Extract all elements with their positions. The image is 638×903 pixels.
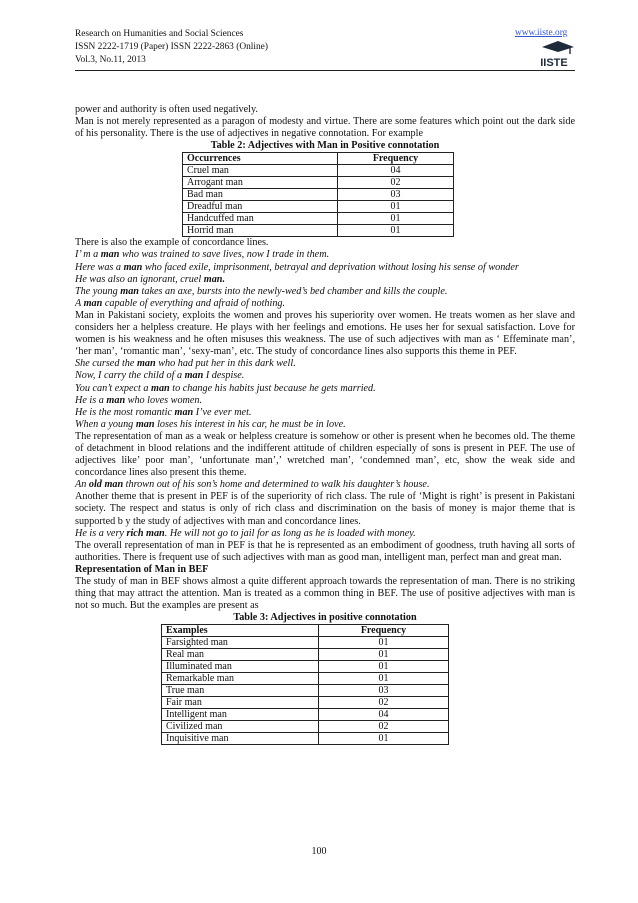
table-cell-adjective: True man [162,685,319,697]
table-cell-adjective: Handcuffed man [183,213,338,225]
quote-text: loses his interest in his car, he must be in love. [154,418,346,430]
concordance-line [75,274,575,286]
quote-text: He was also an ignorant, cruel [75,273,204,285]
paragraph: The study of man in BEF shows almost a quite different approach towards the representation of man. There is no striking thing that may attract the attention. Man is treated as a common thing in BEF. The use of positive adjectives with man is not so much. But the examples are present as [75,576,575,612]
concordance-line [75,358,575,370]
paragraph: power and authority is often used negatively. [75,104,258,115]
table-cell-frequency: 04 [338,165,454,177]
concordance-lines-2 [75,358,575,431]
table-cell-frequency: 03 [319,685,449,697]
quote-keyword: man [184,370,204,382]
quote-text: Now, I carry the child of a [75,370,185,382]
table-cell-adjective: Remarkable man [162,673,319,685]
paragraph: The overall representation of man in PEF is that he is represented as an embodiment of goodness, truth having all sorts of authorities. There is frequent use of such adjectives with man as good man, intelligent man, perfect man and great man. [75,539,575,563]
table-cell-adjective: Inquisitive man [162,733,319,745]
table-cell-frequency: 02 [319,721,449,733]
table-cell-frequency: 02 [338,177,454,189]
section-heading: Representation of Man in BEF [75,563,209,575]
quote-text: who was trained to save lives, now I trade in them. [119,249,330,261]
concordance-line [75,407,575,419]
table-cell-adjective: Illuminated man [162,661,319,673]
quote-text: I’ m a [75,249,101,261]
quote-text: An [75,479,89,491]
journal-name: Research on Humanities and Social Sciences [75,29,244,39]
paragraph: Man is not merely represented as a paragon of modesty and virtue. There are some features which point out the dark side of his personality. There is the use of adjectives in negative connotation. For example [75,116,575,140]
table-header-cell: Occurrences [183,153,338,165]
table-row [162,697,449,709]
quote-text: He is the most romantic [75,406,175,418]
quote-text: A [75,297,84,309]
quote-text: . He will not go to jail for as long as he is loaded with money. [164,527,416,539]
volume-line: Vol.3, No.11, 2013 [75,55,146,65]
running-header [75,28,268,67]
table-cell-frequency: 01 [319,649,449,661]
page-number: 100 [311,846,327,857]
quote-text: who faced exile, imprisonment, betrayal and deprivation without losing his sense of wonder [142,261,519,273]
table-row [162,649,449,661]
concordance-line [75,286,575,298]
header-divider [75,70,575,71]
table-header-cell: Frequency [338,153,454,165]
table-cell-adjective: Farsighted man [162,637,319,649]
table-header-row [162,625,449,637]
concordance-line [75,528,575,540]
table-row [162,637,449,649]
table-cell-adjective: Intelligent man [162,709,319,721]
table-row [183,201,454,213]
concordance-line [75,262,575,274]
table-cell-adjective: Horrid man [183,225,338,237]
paragraph: Another theme that is present in PEF is of the superiority of rich class. The rule of ‘Might is right’ is present in Pakistani society. The respect and status is only of rich class and discrimination on the basis of money is major theme that is supported b y the study of adjectives with man and concordance lines. [75,491,575,527]
table-cell-adjective: Civilized man [162,721,319,733]
quote-keyword: old man [88,479,124,491]
quote-keyword: man [151,382,170,394]
table-row [162,661,449,673]
quote-text: You can’t expect a [75,382,152,394]
quote-keyword: man [106,394,126,406]
table-cell-frequency: 01 [319,637,449,649]
table-header-cell: Examples [162,625,319,637]
table-row [162,709,449,721]
quote-text: who had put her in this dark well. [155,358,296,370]
table-row [162,685,449,697]
quote-text: He is a [75,394,107,406]
table-cell-frequency: 03 [338,189,454,201]
table-row [162,673,449,685]
table-cell-adjective: Dreadful man [183,201,338,213]
table-row [183,177,454,189]
quote-keyword: man [100,249,120,261]
table-cell-frequency: 04 [319,709,449,721]
table-row [183,225,454,237]
table-cell-frequency: 01 [319,673,449,685]
table-cell-adjective: Cruel man [183,165,338,177]
table-cell-frequency: 01 [338,201,454,213]
table-cell-adjective: Arrogant man [183,177,338,189]
table-3 [161,624,449,745]
table-row [162,733,449,745]
table-2-caption: Table 2: Adjectives with Man in Positive connotation [210,140,440,152]
table-header-cell: Frequency [319,625,449,637]
concordance-line [75,419,575,431]
quote-text: She cursed the [75,358,137,370]
quote-keyword: man [135,418,155,430]
quote-text: He is a very [75,527,127,539]
quote-keyword: man. [203,273,225,285]
quote-text: capable of everything and afraid of nothing. [102,297,286,309]
quote-text: I despise. [203,370,245,382]
concordance-line [75,395,575,407]
quote-text: thrown out of his son’s home and determined to walk his daughter’s house. [123,479,430,491]
issn-line: ISSN 2222-1719 (Paper) ISSN 2222-2863 (Online) [75,42,268,52]
quote-text: to change his habits just because he gets married. [169,382,376,394]
concordance-lines-1 [75,249,575,309]
table-cell-frequency: 01 [319,661,449,673]
table-row [183,213,454,225]
logo-text: IISTE [540,57,568,69]
table-row [183,189,454,201]
quote-text: I’ve ever met. [193,406,252,418]
quote-keyword: man [123,261,143,273]
table-cell-adjective: Fair man [162,697,319,709]
quote-text: When a young [75,418,136,430]
journal-url-link[interactable]: www.iiste.org [515,28,568,38]
concordance-line [75,383,575,395]
quote-keyword: man [120,285,139,297]
paragraph: The representation of man as a weak or helpless creature is somehow or other is present when he becomes old. The theme of detachment in blood relations and the indifferent attitude of children especially of sons is present in PEF. The use of adjectives like’ poor man’, ‘unfortunate man’,’ wretched man’, ‘condemned man’, etc, show the weak side and concordance lines also present this theme. [75,430,575,479]
article-body [75,104,575,745]
table-row [183,165,454,177]
quote-text: takes an axe, bursts into the newly-wed’s bed chamber and kills the couple. [138,285,448,297]
logo-graduation-cap-icon [542,41,574,54]
quote-keyword: rich man [126,527,165,539]
quote-keyword: man [174,406,194,418]
table-header-row [183,153,454,165]
table-3-caption: Table 3: Adjectives in positive connotation [233,612,417,624]
quote-keyword: man [83,297,103,309]
paragraph: Man in Pakistani society, exploits the women and proves his superiority over women. He treats women as her slave and considers her a helpless creature. He plays with her feelings and emotions. He uses her for sexual satisfaction. Love for women is his weakness and he often misuses this weakness. The use of such adjectives with man as ‘ Effeminate man’, ‘her man’, ‘romantic man’, ‘sexy-man’, etc. The study of concordance lines also supports this theme in PEF. [75,309,575,358]
concordance-line [75,370,575,382]
table-cell-frequency: 01 [338,225,454,237]
quote-keyword: man [136,358,156,370]
concordance-line [75,249,575,261]
quote-text: who loves women. [125,394,203,406]
table-cell-frequency: 01 [319,733,449,745]
table-2 [182,152,454,237]
table-cell-frequency: 02 [319,697,449,709]
paragraph: There is also the example of concordance lines. [75,237,269,249]
quote-text: Here was a [75,261,124,273]
table-cell-adjective: Bad man [183,189,338,201]
concordance-line [75,298,575,310]
table-cell-adjective: Real man [162,649,319,661]
table-row [162,721,449,733]
quote-text: The young [75,285,121,297]
table-cell-frequency: 01 [338,213,454,225]
iiste-logo [534,40,574,69]
concordance-line [75,479,575,491]
